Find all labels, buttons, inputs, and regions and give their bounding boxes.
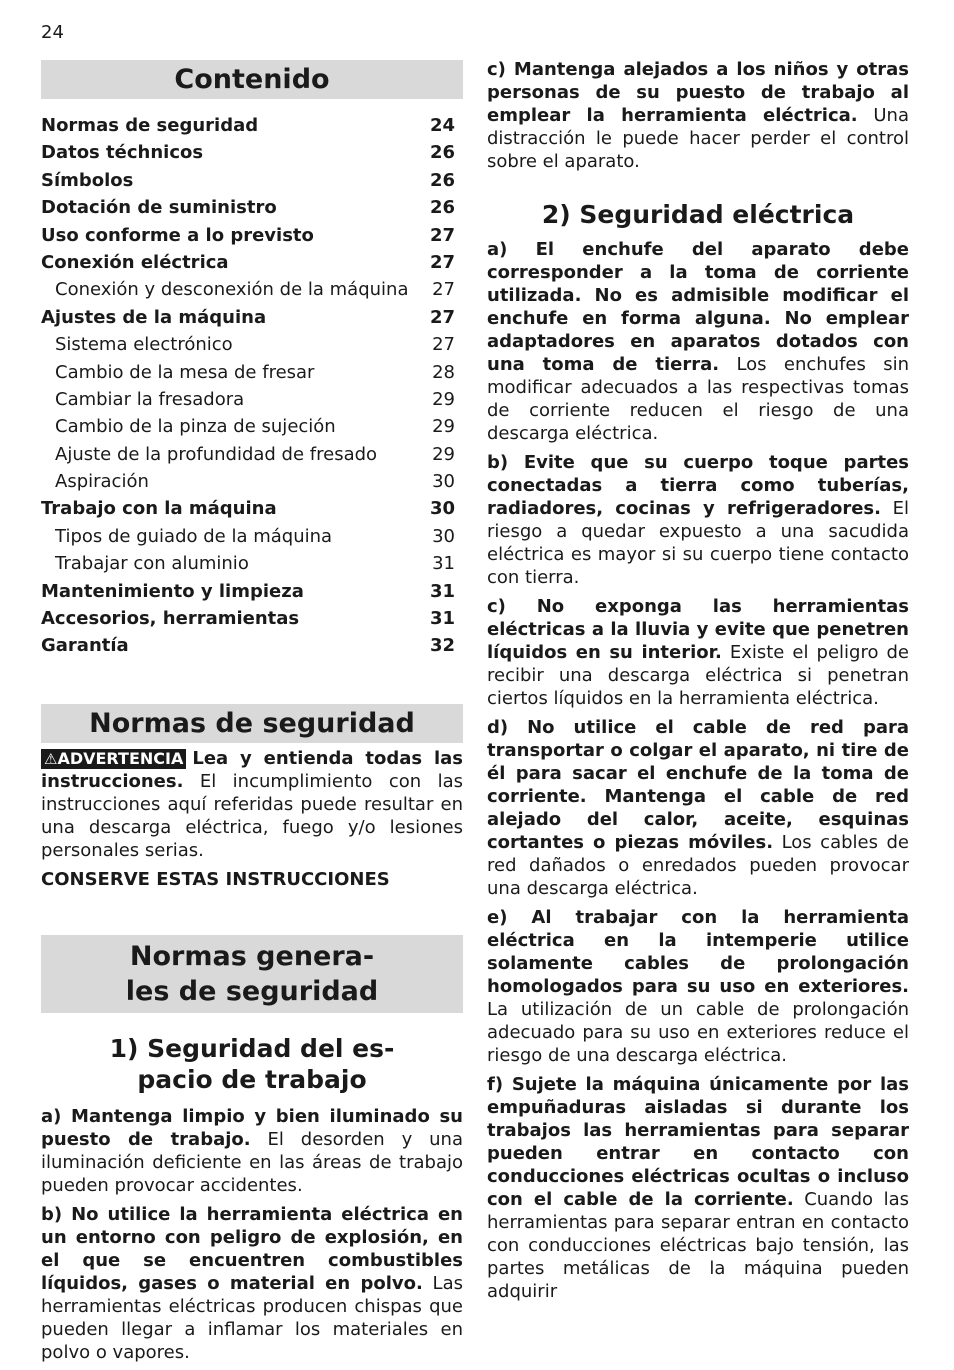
- toc-entry: [41, 112, 463, 139]
- toc-entry-page: 31: [429, 608, 455, 630]
- toc-entry-label: Garantía: [41, 635, 129, 657]
- electrical-item-d: d) No utilice el cable de red para transportar o colgar el aparato, ni tire de él para sacar el enchufe de la toma de corriente. Mantenga el cable de red alejado del calor, aceite, esquinas cortantes o piezas móviles. Los cables de red dañados o enredados pueden provocar una descarga eléctrica.: [487, 717, 909, 899]
- toc-entry: [41, 386, 463, 413]
- toc-entry-page: 32: [429, 635, 455, 657]
- toc-entry: [41, 495, 463, 522]
- toc-entry-page: 27: [432, 279, 455, 301]
- toc-entry-page: 28: [432, 361, 455, 383]
- toc-entry-page: 26: [429, 169, 455, 191]
- general-title-line2: les de seguridad: [125, 975, 379, 1007]
- toc-entry-page: 30: [429, 498, 455, 520]
- toc-entry: [41, 605, 463, 632]
- safety-title: Normas de seguridad: [41, 704, 463, 743]
- toc-entry-label: Trabajar con aluminio: [55, 553, 249, 575]
- warning-lead: Lea y entienda todas las instrucciones.: [41, 747, 463, 792]
- electrical-item-e: e) Al trabajar con la herramienta eléctrica en la intemperie utilice solamente cables de prolongación homologados para su uso en exteriores. La utilización de un cable de prolongación adecuado para su uso en exteriores reduce el riesgo de una descarga eléctrica.: [487, 907, 909, 1066]
- electrical-heading: 2) Seguridad eléctrica: [541, 200, 855, 229]
- toc-entry-label: Aspiración: [55, 471, 149, 493]
- left-column: [41, 60, 463, 1370]
- toc-entry-page: 29: [432, 416, 455, 438]
- work-area-item-c: c) Mantenga alejados a los niños y otras personas de su puesto de trabajo al emplear la herramienta eléctrica. Una distracción le puede hacer perder el control sobre el aparato.: [487, 59, 909, 172]
- toc-entry-label: Datos téchnicos: [41, 142, 204, 164]
- toc-entry-label: Uso conforme a lo previsto: [41, 224, 314, 246]
- toc-entry-label: Tipos de guiado de la máquina: [55, 525, 333, 547]
- toc-entry-label: Dotación de suministro: [41, 197, 277, 219]
- work-area-item-b: b) No utilice la herramienta eléctrica en un entorno con peligro de explosión, en el que se encuentren combustibles líquidos, gases o material en polvo. Las herramientas eléctricas producen chispas que pueden llegar a inflamar los materiales en polvo o vapores.: [41, 1203, 463, 1363]
- toc-entry-page: 29: [432, 443, 455, 465]
- warning-triangle-icon: ⚠: [44, 749, 58, 768]
- toc-entry: [41, 167, 463, 194]
- warning-badge: ⚠ADVERTENCIA: [41, 749, 186, 769]
- toc-entry-page: 27: [432, 334, 455, 356]
- electrical-item-f: f) Sujete la máquina únicamente por las empuñaduras aisladas si durante los trabajos las herramientas para separar pueden entrar en contacto con conducciones eléctricas ocultas o incluso con el cable de la corriente. Cuando las herramientas para separar entran en contacto con conducciones eléctricas bajo tensión, las partes metálicas de la máquina pueden adquirir: [487, 1074, 909, 1302]
- toc-entry-page: 27: [429, 224, 455, 246]
- toc-entry: [41, 331, 463, 358]
- toc-entry-label: Cambiar la fresadora: [55, 388, 245, 410]
- toc-entry-page: 29: [432, 388, 455, 410]
- general-safety-title: [41, 935, 463, 1013]
- toc-entry-page: 31: [432, 553, 455, 575]
- toc-entry: [41, 468, 463, 495]
- toc-entry: [41, 304, 463, 331]
- toc-entry-page: 30: [432, 471, 455, 493]
- toc-entry-label: Conexión eléctrica: [41, 251, 229, 273]
- toc-entry-label: Ajustes de la máquina: [41, 306, 267, 328]
- toc-entry-label: Ajuste de la profundidad de fresado: [55, 443, 378, 465]
- toc-entry-label: Símbolos: [41, 169, 134, 191]
- warning-text: El incumplimiento con las instrucciones aquí referidas puede resultar en una descarga eléctrica, fuego y/o lesiones personales serias.: [41, 770, 463, 861]
- electrical-item-b: b) Evite que su cuerpo toque partes conectadas a tierra como tuberías, radiadores, cocinas y refrigeradores. El riesgo a quedar expuesto a una sacudida eléctrica es mayor si su cuerpo tiene contacto con tierra.: [487, 452, 909, 588]
- toc-entry: [41, 632, 463, 659]
- toc-entry: [41, 359, 463, 386]
- toc-entry-page: 31: [429, 580, 455, 602]
- toc-entry-label: Cambio de la pinza de sujeción: [55, 416, 336, 438]
- right-column: [487, 58, 909, 1309]
- toc-entry-label: Cambio de la mesa de fresar: [55, 361, 315, 383]
- warning-paragraph: [41, 747, 463, 862]
- toc-entry: [41, 413, 463, 440]
- electrical-item-a: a) El enchufe del aparato debe corresponder a la toma de corriente utilizada. No es admisible modificar el enchufe en forma alguna. No emplear adaptadores en aparatos dotados con una toma de tierra. Los enchufes sin modificar adecuados a las respectivas tomas de corriente reducen el riesgo de una descarga eléctrica.: [487, 239, 909, 444]
- toc-entry-page: 24: [429, 115, 455, 136]
- toc-entry: [41, 222, 463, 249]
- work-area-heading: 1) Seguridad del es- pacio de trabajo: [109, 1033, 395, 1094]
- conserve-notice: CONSERVE ESTAS INSTRUCCIONES: [41, 868, 390, 890]
- toc-entry: [41, 276, 463, 303]
- toc-entry-label: Trabajo con la máquina: [41, 498, 277, 520]
- toc-entry-label: Mantenimiento y limpieza: [41, 580, 304, 602]
- table-of-contents: [41, 112, 463, 660]
- work-area-item-a: a) Mantenga limpio y bien iluminado su puesto de trabajo. El desorden y una iluminación deficiente en las áreas de trabajo pueden provocar accidentes.: [41, 1105, 463, 1196]
- toc-entry: [41, 249, 463, 276]
- toc-entry-page: 27: [429, 306, 455, 328]
- contents-title: Contenido: [41, 60, 463, 99]
- toc-entry: [41, 139, 463, 166]
- toc-entry-page: 26: [429, 142, 455, 164]
- toc-entry-label: Normas de seguridad: [41, 115, 259, 136]
- general-title-line1: Normas genera-: [129, 940, 375, 972]
- toc-entry-label: Sistema electrónico: [55, 334, 233, 356]
- electrical-item-c: c) No exponga las herramientas eléctricas a la lluvia y evite que penetren líquidos en su interior. Existe el peligro de recibir una descarga eléctrica si penetran ciertos líquidos en la herramienta eléctrica.: [487, 596, 909, 709]
- page-number: 24: [41, 22, 64, 43]
- toc-entry-page: 27: [429, 251, 455, 273]
- toc-entry-label: Accesorios, herramientas: [41, 608, 300, 630]
- toc-entry: [41, 550, 463, 577]
- toc-entry: [41, 441, 463, 468]
- toc-entry-page: 30: [432, 525, 455, 547]
- toc-entry: [41, 194, 463, 221]
- toc-entry: [41, 523, 463, 550]
- toc-entry: [41, 578, 463, 605]
- toc-entry-page: 26: [429, 197, 455, 219]
- toc-entry-label: Conexión y desconexión de la máquina: [55, 279, 409, 301]
